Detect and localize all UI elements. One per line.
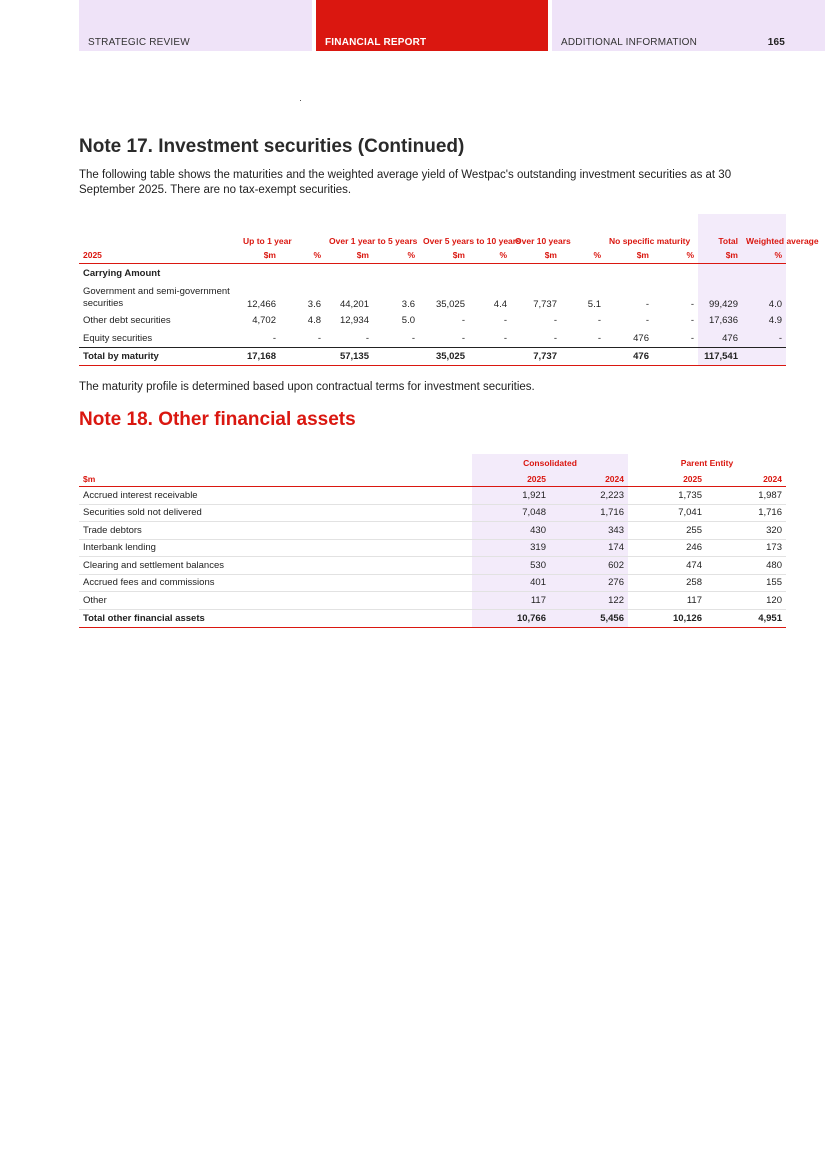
cell: 319: [472, 539, 550, 557]
section-row: [79, 264, 786, 283]
row-label: Equity securities: [83, 332, 153, 344]
cell: -: [553, 314, 557, 326]
tab-strategic-review[interactable]: [79, 0, 312, 51]
cell: 246: [628, 539, 706, 557]
table-row: [79, 282, 786, 311]
other-financial-assets-table: [79, 454, 786, 628]
unit-sm: $m: [605, 246, 653, 264]
cell: 122: [550, 592, 628, 610]
row-label: Clearing and settlement balances: [79, 557, 472, 575]
cell: 7,737: [511, 348, 561, 366]
page-number: 165: [767, 37, 785, 48]
cell: -: [503, 314, 507, 326]
table-row: [79, 329, 786, 348]
tab-additional-information[interactable]: [552, 0, 825, 51]
unit-sm: $m: [511, 246, 561, 264]
row-label: Other debt securities: [83, 314, 171, 326]
tab-financial-report-label: FINANCIAL REPORT: [325, 37, 427, 48]
cell: -: [272, 332, 276, 344]
cell: 1,716: [550, 504, 628, 522]
cell: -: [690, 299, 694, 310]
unit-label: $m: [79, 471, 472, 487]
cell: [561, 348, 605, 366]
cell: -: [365, 332, 369, 344]
group-header-row: [79, 454, 786, 471]
col-no-specific: No specific maturity: [609, 236, 691, 246]
cell: 1,921: [472, 487, 550, 505]
cell: 476: [698, 329, 742, 348]
cell: [469, 348, 511, 366]
cell: 1,716: [706, 504, 786, 522]
cell: -: [597, 332, 601, 344]
col-year: 2024: [706, 471, 786, 487]
cell: [742, 348, 786, 366]
row-label: Accrued fees and commissions: [79, 574, 472, 592]
cell: 17,636: [698, 311, 742, 329]
cell: 258: [628, 574, 706, 592]
cell: 401: [472, 574, 550, 592]
total-label: Total by maturity: [79, 348, 239, 366]
cell: 276: [550, 574, 628, 592]
tab-strategic-review-label: STRATEGIC REVIEW: [88, 37, 190, 48]
col-total: Total: [698, 214, 742, 246]
cell: 430: [472, 522, 550, 540]
total-label: Total other financial assets: [79, 609, 472, 627]
group-consolidated: Consolidated: [472, 454, 628, 471]
cell: -: [503, 332, 507, 344]
section-label: Carrying Amount: [83, 267, 161, 279]
cell: 4,702: [252, 314, 276, 326]
unit-pct: %: [742, 246, 786, 264]
cell: 155: [706, 574, 786, 592]
cell: 255: [628, 522, 706, 540]
cell: 3.6: [401, 299, 415, 310]
table-header-row: [79, 214, 786, 246]
year-header-row: [79, 471, 786, 487]
cell: 117: [628, 592, 706, 610]
cell: [653, 348, 698, 366]
unit-sm: $m: [419, 246, 469, 264]
col-year: 2025: [472, 471, 550, 487]
cell: 7,041: [628, 504, 706, 522]
tab-financial-report[interactable]: [316, 0, 548, 51]
cell: 5.1: [587, 299, 601, 310]
cell: 99,429: [698, 282, 742, 311]
cell: 4.9: [742, 311, 786, 329]
cell: -: [645, 299, 649, 310]
cell: 117,541: [698, 348, 742, 366]
cell: 10,126: [628, 609, 706, 627]
cell: 476: [605, 348, 653, 366]
unit-pct: %: [469, 246, 511, 264]
cell: 4.8: [307, 314, 321, 326]
unit-pct: %: [280, 246, 325, 264]
cell: 602: [550, 557, 628, 575]
cell: 57,135: [325, 348, 373, 366]
unit-sm: $m: [325, 246, 373, 264]
row-label: Government and semi-government securities: [83, 286, 230, 309]
col-over-5-to-10: Over 5 years to 10 years: [423, 236, 521, 246]
cell: -: [317, 332, 321, 344]
col-year: 2025: [628, 471, 706, 487]
note17-title: Note 17. Investment securities (Continued): [79, 136, 465, 157]
cell: 343: [550, 522, 628, 540]
cell: -: [461, 332, 465, 344]
cell: 117: [472, 592, 550, 610]
cell: [373, 348, 419, 366]
cell: 476: [633, 332, 649, 344]
cell: -: [461, 314, 465, 326]
cell: 35,025: [419, 348, 469, 366]
table-subheader-row: [79, 246, 786, 264]
cell: 5,456: [550, 609, 628, 627]
unit-sm: $m: [698, 246, 742, 264]
col-year: 2024: [550, 471, 628, 487]
unit-sm: $m: [239, 246, 280, 264]
table-row: [79, 522, 786, 540]
cell: 2,223: [550, 487, 628, 505]
stray-dot: [300, 100, 301, 101]
cell: 174: [550, 539, 628, 557]
cell: 530: [472, 557, 550, 575]
cell: -: [690, 314, 694, 326]
cell: 44,201: [339, 299, 369, 310]
table-row: [79, 311, 786, 329]
table-row: [79, 539, 786, 557]
cell: 4,951: [706, 609, 786, 627]
unit-pct: %: [561, 246, 605, 264]
cell: 12,466: [246, 299, 276, 310]
unit-pct: %: [653, 246, 698, 264]
note18-title: Note 18. Other financial assets: [79, 409, 356, 430]
total-row: [79, 348, 786, 366]
cell: 4.4: [493, 299, 507, 310]
group-parent-entity: Parent Entity: [680, 457, 734, 468]
cell: 7,048: [472, 504, 550, 522]
col-weighted-average: Weighted average: [742, 214, 786, 246]
investment-securities-maturity-table: [79, 214, 819, 366]
cell: 5.0: [401, 314, 415, 326]
cell: 120: [706, 592, 786, 610]
col-up-to-1-year: Up to 1 year: [243, 236, 292, 246]
cell: 1,735: [628, 487, 706, 505]
row-label: Interbank lending: [79, 539, 472, 557]
row-label: Securities sold not delivered: [79, 504, 472, 522]
tab-additional-information-label: ADDITIONAL INFORMATION: [561, 37, 698, 48]
cell: 4.0: [742, 282, 786, 311]
cell: 1,987: [706, 487, 786, 505]
total-row: [79, 609, 786, 627]
row-label: Other: [79, 592, 472, 610]
cell: -: [553, 332, 557, 344]
cell: -: [597, 314, 601, 326]
cell: 10,766: [472, 609, 550, 627]
cell: -: [411, 332, 415, 344]
unit-pct: %: [373, 246, 419, 264]
row-label: Accrued interest receivable: [79, 487, 472, 505]
table-row: [79, 504, 786, 522]
col-year: 2025: [79, 246, 239, 264]
col-over-1-to-5: Over 1 year to 5 years: [329, 236, 418, 246]
cell: 7,737: [533, 299, 557, 310]
cell: 12,934: [339, 314, 369, 326]
cell: 3.6: [307, 299, 321, 310]
cell: [280, 348, 325, 366]
cell: -: [645, 314, 649, 326]
row-label: Trade debtors: [79, 522, 472, 540]
cell: 17,168: [239, 348, 280, 366]
cell: 480: [706, 557, 786, 575]
col-over-10: Over 10 years: [515, 236, 571, 246]
cell: -: [742, 329, 786, 348]
cell: -: [690, 332, 694, 344]
cell: 320: [706, 522, 786, 540]
cell: 35,025: [435, 299, 465, 310]
table-row: [79, 574, 786, 592]
note17-footnote: The maturity profile is determined based upon contractual terms for investment securities.: [79, 381, 535, 393]
cell: 173: [706, 539, 786, 557]
note17-intro: The following table shows the maturities and the weighted average yield of Westpac's outstanding investment securities as at 30 September 2025. There are no tax-exempt securities.: [79, 169, 732, 196]
cell: 474: [628, 557, 706, 575]
table-row: [79, 487, 786, 505]
table-row: [79, 592, 786, 610]
table-row: [79, 557, 786, 575]
